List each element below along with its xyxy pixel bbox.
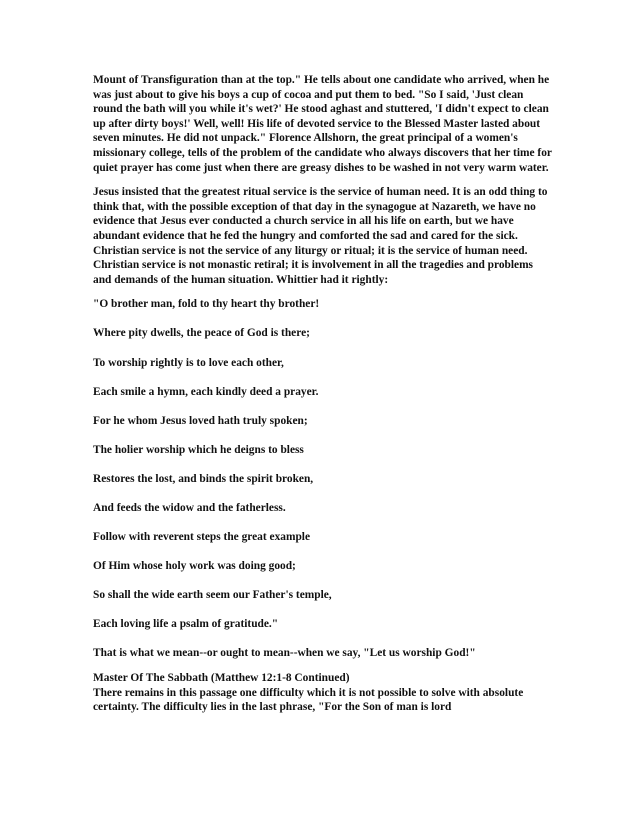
poem-line: The holier worship which he deigns to bless [93, 443, 304, 456]
paragraph-worship-god: That is what we mean--or ought to mean--when we say, "Let us worship God!" [93, 647, 476, 660]
poem-line: And feeds the widow and the fatherless. [93, 501, 286, 514]
poem-line: "O brother man, fold to thy heart thy brother! [93, 298, 320, 311]
poem-line: Each loving life a psalm of gratitude." [93, 618, 279, 631]
section-heading: Master Of The Sabbath (Matthew 12:1-8 Continued) [93, 672, 350, 685]
poem-line: So shall the wide earth seem our Father's temple, [93, 589, 332, 602]
paragraph-difficulty: There remains in this passage one difficulty which it is not possible to solve with absolute certainty. The difficulty lies in the last phrase, "For the Son of man is lord [93, 686, 524, 714]
poem [93, 297, 553, 632]
paragraph-candidate-story: Mount of Transfiguration than at the top." He tells about one candidate who arrived, when he was just about to give his boys a cup of cocoa and put them to bed. "So I said, 'Just clean round the bath will you while it's wet?' He stood aghast and stuttered, 'I didn't expect to clean up after dirty boys!' Well, well! His life of devoted service to the Blessed Master lasted about seven minutes. He did not unpack." Florence Allshorn, the great principal of a women's missionary college, tells of the problem of the candidate who always discovers that her time for quiet prayer has come just when there are greasy dishes to be washed in not very warm water. [93, 74, 552, 174]
paragraph-service-of-need: Jesus insisted that the greatest ritual service is the service of human need. It is an odd thing to think that, with the possible exception of that day in the synagogue at Nazareth, we have no evidence that Jesus ever conducted a church service in all his life on earth, but we have abundant evidence that he fed the hungry and comforted the sad and cared for the sick. Christian service is not the service of any liturgy or ritual; it is the service of human need. Christian service is not monastic retiral; it is involvement in all the tragedies and problems and demands of the human situation. Whittier had it rightly: [93, 186, 548, 286]
poem-line: To worship rightly is to love each other, [93, 356, 284, 369]
poem-line: Follow with reverent steps the great example [93, 531, 311, 544]
poem-line: Restores the lost, and binds the spirit broken, [93, 472, 314, 485]
poem-line: Where pity dwells, the peace of God is there; [93, 327, 310, 340]
poem-line: For he whom Jesus loved hath truly spoken; [93, 414, 308, 427]
poem-line: Of Him whose holy work was doing good; [93, 560, 296, 573]
poem-line: Each smile a hymn, each kindly deed a prayer. [93, 385, 319, 398]
document-page [93, 73, 553, 715]
